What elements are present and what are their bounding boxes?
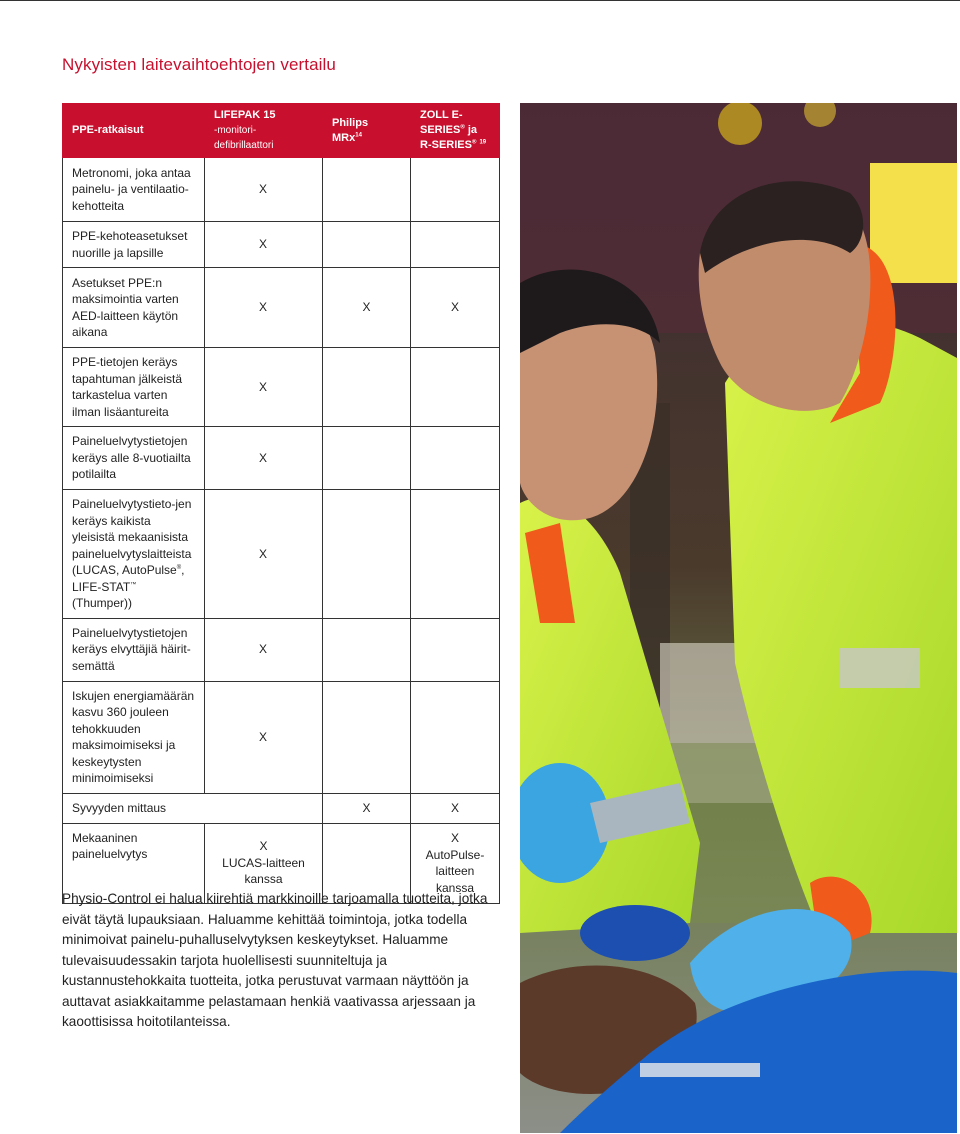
page-title: Nykyisten laitevaihtoehtojen vertailu [62, 55, 336, 74]
row-label-tm: ™ [130, 581, 137, 588]
comparison-table [62, 103, 500, 904]
table-row [63, 681, 500, 793]
table-header-row [63, 104, 500, 158]
row-zoll-mark [411, 490, 500, 619]
row-label-reg: ® [176, 565, 182, 571]
row-label-depth: Syvyyden mittaus [63, 793, 323, 823]
row-zoll-mark [411, 618, 500, 681]
header-philips [323, 104, 411, 158]
row-lifepak-mark: X [259, 839, 268, 854]
row-lifepak-mark: X [205, 490, 323, 619]
row-lifepak-mark: X [205, 348, 323, 427]
row-zoll-mark: X [450, 831, 459, 845]
table-row [63, 222, 500, 268]
row-philips-mark: X [323, 793, 411, 823]
top-rule [0, 0, 960, 1]
row-label: Paineluelvytystietojen keräys elvyttäjiä häiritsemättä [63, 618, 205, 681]
table-row [63, 348, 500, 427]
table-row [63, 490, 500, 619]
row-label: Paineluelvytystietojen keräys alle 8-vuotiailta potilailta [63, 427, 205, 490]
row-label [63, 490, 205, 619]
header-philips-sup: 14 [355, 131, 362, 138]
body-paragraph: Physio-Control ei halua kiirehtiä markkinoille tarjoamalla tuotteita, jotka eivät täytä lupauksiaan. Haluamme kehittää toimintoja, jotka todella minimoivat painelu-puhalluselvytyksen keskeytykset. Haluamme tulevaisuudessakin tarjota huolellisesti suunniteltuja ja kustannustehokkaita tuotteita, jotka perustuvat varmaan näyttöön ja auttavat asiakkaitamme pelastamaan henkiä vaativassa arjessaan ja kaoottisissa hoitotilanteissa. [62, 891, 488, 1029]
row-zoll-note: AutoPulse-laitteen kanssa [425, 847, 485, 895]
row-label: Asetukset PPE:n maksimointia varten AED-laitteen käytön aikana [63, 268, 205, 348]
row-lifepak-note: LUCAS-laitteen kanssa [222, 855, 305, 887]
row-zoll-mark [411, 681, 500, 793]
paramedics-cpr-photo [520, 103, 957, 1133]
header-zoll-reg2: ® [471, 139, 477, 146]
header-ppe-solutions: PPE-ratkaisut [63, 104, 205, 158]
row-label-mechanical: Mekaaninen paineluelvytys [63, 823, 205, 903]
row-label: Iskujen energiamäärän kasvu 360 jouleen tehokkuuden maksimoimiseksi ja keskeytysten minimoimiseksi [63, 681, 205, 793]
row-philips-mark [323, 490, 411, 619]
row-lifepak-mark: X [205, 427, 323, 490]
row-label-part-a: Paineluelvytystieto-jen keräys kaikista yleisistä mekaanisista paineluelvytyslaitteista (LUCAS, AutoPulse [72, 497, 192, 577]
table-row [63, 268, 500, 348]
table-row-depth [63, 793, 500, 823]
row-zoll-mark: X [411, 793, 500, 823]
row-zoll-mark [411, 222, 500, 268]
row-label: Metronomi, joka antaa painelu- ja ventilaatiokehotteita [63, 158, 205, 222]
row-lifepak-mark: X [205, 681, 323, 793]
table-row [63, 158, 500, 222]
header-zoll-line2: SERIES [420, 124, 461, 136]
header-lifepak [205, 104, 323, 158]
table-row [63, 427, 500, 490]
header-zoll-reg1: ® [460, 124, 465, 131]
row-zoll-mark [411, 158, 500, 222]
row-philips-mark [323, 158, 411, 222]
header-philips-label: Philips MRx [332, 116, 369, 144]
row-zoll-mark [411, 348, 500, 427]
header-zoll-line1: ZOLL E- [420, 109, 463, 121]
header-zoll-ja: ja [464, 124, 478, 136]
row-philips-mark [323, 222, 411, 268]
header-zoll [411, 104, 500, 158]
row-lifepak-mark: X [205, 618, 323, 681]
row-label: PPE-kehoteasetukset nuorille ja lapsille [63, 222, 205, 268]
header-lifepak-main: LIFEPAK 15 [214, 109, 276, 121]
row-lifepak-mark: X [205, 158, 323, 222]
row-philips-mark [323, 348, 411, 427]
header-lifepak-sub: -monitori-defibrillaattori [214, 125, 274, 151]
header-zoll-line3: R-SERIES [420, 139, 472, 151]
table-row [63, 618, 500, 681]
row-label-part-c: (Thumper)) [72, 596, 133, 610]
row-label: PPE-tietojen keräys tapahtuman jälkeistä tarkastelua varten ilman lisäantureita [63, 348, 205, 427]
row-philips-mark [323, 427, 411, 490]
row-lifepak-mark: X [205, 268, 323, 348]
row-zoll-mark: X [411, 268, 500, 348]
row-philips-mark [323, 618, 411, 681]
row-philips-mark [323, 681, 411, 793]
row-label-part-b: , LIFE-STAT [72, 563, 185, 594]
row-philips-mark: X [323, 268, 411, 348]
header-zoll-sup: 19 [479, 139, 487, 146]
row-zoll-mark [411, 427, 500, 490]
row-lifepak-mark: X [205, 222, 323, 268]
